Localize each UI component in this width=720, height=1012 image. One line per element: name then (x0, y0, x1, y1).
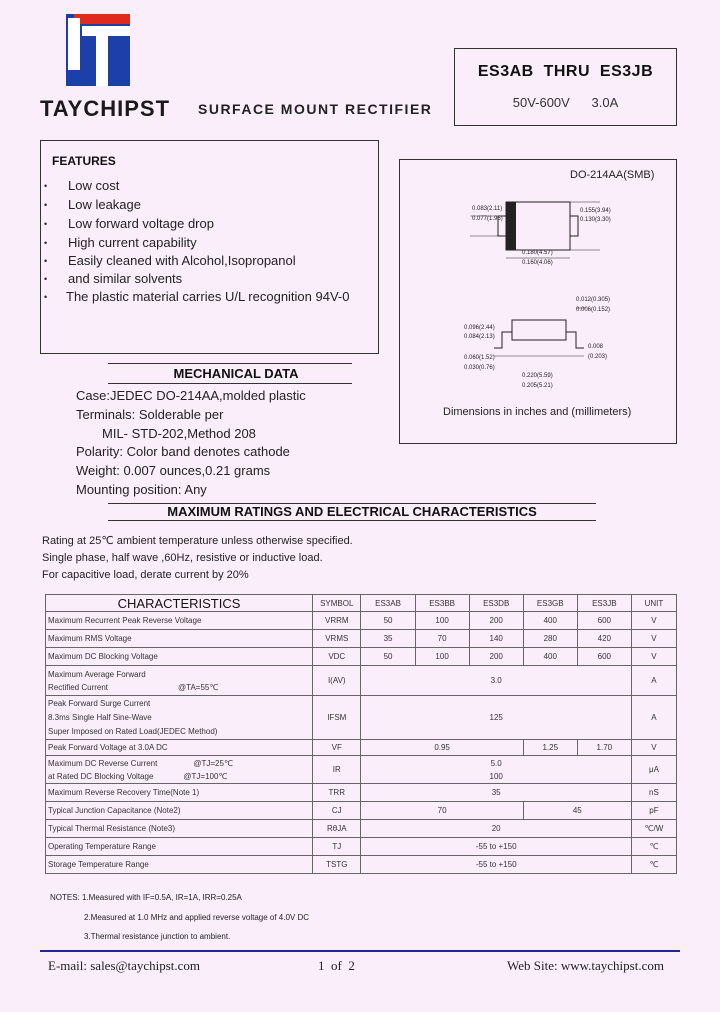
unit-cell: A (631, 696, 676, 740)
symbol-cell: IFSM (313, 696, 361, 740)
symbol-cell: VDC (313, 648, 361, 666)
table-row (46, 838, 677, 856)
list-item: MIL- STD-202,Method 208 (102, 426, 256, 441)
dim-label: 0.180(4.57) (522, 250, 553, 256)
column-header: ES3GB (523, 595, 577, 612)
column-header: CHARACTERISTICS (46, 595, 313, 612)
dim-label: 0.008 (588, 344, 604, 350)
dim-label: 0.220(5.59) (522, 373, 553, 379)
symbol-cell: TRR (313, 784, 361, 802)
row-label: Peak Forward Surge Current 8.3ms Single Half Sine-Wave Super Imposed on Rated Load(JEDEC Method) (46, 696, 313, 740)
value-cell: 35 (361, 630, 415, 648)
list-item: Case:JEDEC DO-214AA,molded plastic (76, 388, 306, 403)
table-row (46, 612, 677, 630)
value-cell: 400 (523, 612, 577, 630)
value-cell: 70 (415, 630, 469, 648)
table-row (46, 756, 677, 784)
value-cell: -55 to +150 (361, 856, 631, 874)
row-label: Maximum Average Forward Rectified Current @TA=55℃ (46, 666, 313, 696)
product-category: SURFACE MOUNT RECTIFIER (198, 101, 433, 117)
symbol-cell: VF (313, 740, 361, 756)
table-row (46, 820, 677, 838)
features-title: FEATURES (52, 154, 116, 168)
value-cell: 70 (361, 802, 523, 820)
dim-label: 0.006(0.152) (576, 307, 611, 313)
value-cell: -55 to +150 (361, 838, 631, 856)
spec-line: 50V-600V 3.0A (512, 95, 619, 110)
package-name: DO-214AA(SMB) (570, 169, 655, 181)
package-drawing (400, 180, 674, 400)
value-cell: 420 (577, 630, 631, 648)
brand-name: TAYCHIPST (40, 96, 171, 121)
value-cell: 50 (361, 612, 415, 630)
value-cell: 100 (415, 648, 469, 666)
note-item: NOTES: 1.Measured with IF=0.5A, IR=1A, IRR=0.25A (50, 893, 242, 902)
value-cell: 100 (415, 612, 469, 630)
divider (108, 383, 352, 384)
package-caption: Dimensions in inches and (millimeters) (443, 406, 632, 418)
value-cell: 140 (469, 630, 523, 648)
value-cell: 45 (523, 802, 631, 820)
part-range: ES3AB THRU ES3JB (477, 63, 654, 80)
list-item: Mounting position: Any (76, 482, 207, 497)
list-item: Polarity: Color band denotes cathode (76, 444, 290, 459)
value-cell: 125 (361, 696, 631, 740)
unit-cell: A (631, 666, 676, 696)
row-label: Maximum Recurrent Peak Reverse Voltage (46, 612, 313, 630)
unit-cell: V (631, 740, 676, 756)
divider (108, 363, 352, 364)
list-item: Rating at 25℃ ambient temperature unless otherwise specified. (42, 535, 353, 547)
table-row (46, 802, 677, 820)
page-number: 1 of 2 (318, 958, 355, 973)
unit-cell: ℃ (631, 838, 676, 856)
row-label: Operating Temperature Range (46, 838, 313, 856)
value-cell: 1.25 (523, 740, 577, 756)
value-cell: 200 (469, 648, 523, 666)
value-cell: 600 (577, 612, 631, 630)
value-cell: 0.95 (361, 740, 523, 756)
unit-cell: V (631, 612, 676, 630)
row-label: Peak Forward Voltage at 3.0A DC (46, 740, 313, 756)
row-label: Maximum Reverse Recovery Time(Note 1) (46, 784, 313, 802)
table-row (46, 666, 677, 696)
note-item: 3.Thermal resistance junction to ambient. (84, 932, 231, 941)
footer-email: E-mail: sales@taychipst.com (48, 958, 201, 973)
column-header: ES3DB (469, 595, 523, 612)
value-cell: 400 (523, 648, 577, 666)
symbol-cell: I(AV) (313, 666, 361, 696)
dim-label: 0.160(4.06) (522, 260, 553, 266)
list-item: Single phase, half wave ,60Hz, resistive or inductive load. (42, 552, 323, 564)
lead-right (570, 216, 578, 236)
dim-label: (0.203) (588, 354, 608, 360)
table-row (46, 648, 677, 666)
symbol-cell: VRRM (313, 612, 361, 630)
symbol-cell: TSTG (313, 856, 361, 874)
column-header: ES3JB (577, 595, 631, 612)
unit-cell: V (631, 648, 676, 666)
table-row (46, 630, 677, 648)
footer-website: Web Site: www.taychipst.com (507, 958, 664, 973)
row-label: Storage Temperature Range (46, 856, 313, 874)
unit-cell: pF (631, 802, 676, 820)
value-cell: 5.0 100 (361, 756, 631, 784)
divider (108, 520, 596, 521)
package-side-view (512, 320, 566, 340)
table-row (46, 740, 677, 756)
row-label: Maximum RMS Voltage (46, 630, 313, 648)
list-item: For capacitive load, derate current by 20% (42, 569, 249, 581)
row-label: Maximum DC Blocking Voltage (46, 648, 313, 666)
value-cell: 3.0 (361, 666, 631, 696)
note-item: 2.Measured at 1.0 MHz and applied reverse voltage of 4.0V DC (84, 913, 310, 922)
ratings-title: MAXIMUM RATINGS AND ELECTRICAL CHARACTERISTICS (167, 504, 537, 519)
footer-divider (40, 950, 680, 952)
mechanical-title: MECHANICAL DATA (173, 366, 299, 381)
unit-cell: V (631, 630, 676, 648)
column-header: ES3AB (361, 595, 415, 612)
column-header: UNIT (631, 595, 676, 612)
column-header: SYMBOL (313, 595, 361, 612)
unit-cell: ℃ (631, 856, 676, 874)
dim-label: 0.012(0.305) (576, 297, 611, 303)
taychipst-logo (66, 14, 150, 94)
unit-cell: ℃/W (631, 820, 676, 838)
symbol-cell: CJ (313, 802, 361, 820)
dim-label: 0.060(1.52) (464, 355, 495, 361)
row-label: Maximum DC Reverse Current @TJ=25℃ at Rated DC Blocking Voltage @TJ=100℃ (46, 756, 313, 784)
table-row (46, 784, 677, 802)
value-cell: 50 (361, 648, 415, 666)
value-cell: 35 (361, 784, 631, 802)
table-row (46, 856, 677, 874)
list-item: Weight: 0.007 ounces,0.21 grams (76, 463, 271, 478)
value-cell: 200 (469, 612, 523, 630)
unit-cell: μA (631, 756, 676, 784)
column-header: ES3BB (415, 595, 469, 612)
dim-label: 0.205(5.21) (522, 383, 553, 389)
table-row (46, 696, 677, 740)
cathode-band (506, 202, 516, 250)
unit-cell: nS (631, 784, 676, 802)
list-item: Terminals: Solderable per (76, 407, 224, 422)
symbol-cell: TJ (313, 838, 361, 856)
table-header-row (46, 595, 677, 612)
value-cell: 280 (523, 630, 577, 648)
value-cell: 1.70 (577, 740, 631, 756)
characteristics-table (45, 594, 677, 874)
logo-mark-icon (66, 14, 150, 94)
dim-label: 0.096(2.44) (464, 325, 495, 331)
value-cell: 600 (577, 648, 631, 666)
row-label: Typical Thermal Resistance (Note3) (46, 820, 313, 838)
symbol-cell: IR (313, 756, 361, 784)
dim-label: 0.077(1.96) (472, 216, 503, 222)
dim-label: 0.084(2.13) (464, 334, 495, 340)
symbol-cell: RθJA (313, 820, 361, 838)
symbol-cell: VRMS (313, 630, 361, 648)
dim-label: 0.155(3.94) (580, 208, 611, 214)
value-cell: 20 (361, 820, 631, 838)
part-title-box (454, 48, 677, 126)
row-label: Typical Junction Capacitance (Note2) (46, 802, 313, 820)
dim-label: 0.083(2.11) (472, 206, 503, 212)
dim-label: 0.030(0.76) (464, 365, 495, 371)
dim-label: 0.130(3.30) (580, 217, 611, 223)
